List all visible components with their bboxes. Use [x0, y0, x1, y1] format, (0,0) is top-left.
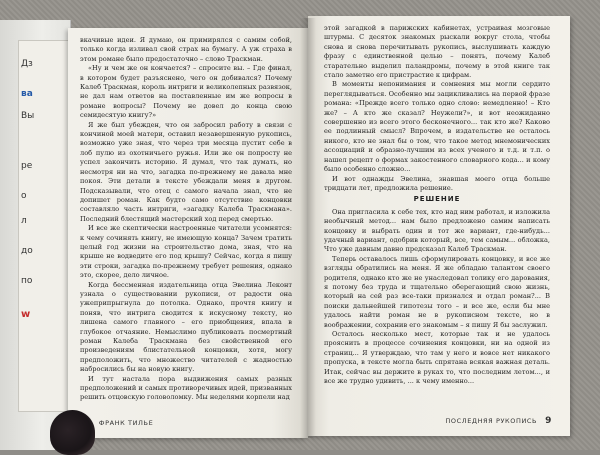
magazine-text-9: w	[21, 309, 31, 320]
right-page-footer	[445, 416, 552, 426]
left-paragraph-6: И тут настала пора выдвижения самых разных предположений и самых противоречивых идей, призванных решить отцовскую головоломку. Мы неделями корпели над	[80, 374, 292, 402]
left-page-text	[80, 36, 292, 403]
left-paragraph-5: Когда бессменная издательница отца Эвелина Леконт узнала о существовании рукописи, от радости она ужеприпрыгнула до потолка. Однако, прочтя книгу и поняв, что интрига сводится к искусному тексту, но лишена самого главного – его приобщения, впала в глубокое отчаяние. Немыслимо публиковать посмертный роман Калеба Траскмана без свойственной его произведениям блистательной концовки, хотя, могу предположить, что множество читателей с жадностью набросились бы на новую книгу.	[80, 280, 292, 374]
right-paragraph-5: Теперь оставалось лишь сформулировать концовку, и все же взгляды обратились на меня. Я же обладаю талантом своего родителя, однако кто же не унаследовал толику его дарования, я потому без труда и тщательно оберегающий свою жизнь, который на сей раз все-таки признался и отдал роман?... В поиски дальнейшей гипотезы того – и все же, если бы мне удалось найти роман не в рукописном тексте, но в воображении, сохранив его знакомым – я пишу Я бы заслужил.	[324, 254, 550, 329]
left-page	[68, 28, 308, 438]
right-paragraph-2: В моменты непонимания и сомнения мы могли сердито переглядываться. Особенно мы зацикливались на первой фразе романа: «Прежде всего только одно слово: немедленно! – Кто же? – А кто же сказал? Неужели?», и вот неожиданно совершенно из всего этого бесконечного... так кто же? Каково ее подлинный смысл? Впрочем, в издательстве не осталось никого, кто не знал бы о том, что такое метод мнемонических ассоциаций и образно-лучшим из всех ученого и т.д. и т.п. о нашел рецепт о формах закостенного словарного кода... и кому было особенно сложно...	[324, 80, 550, 174]
thumb-nail	[50, 410, 95, 455]
right-paragraph-4: Она пригласила к себе тех, кто над ним работал, и изложила необычный метод... нам было предложено самим написать концовку и выбрать один и тот же вариант, где-нибудь... удачный вариант, одобрив который, все, тем самым... обложка, Что уже давным давно предсказал Калеб Траскман.	[324, 207, 550, 254]
right-running-head: ПОСЛЕДНЯЯ РУКОПИСЬ	[445, 417, 538, 425]
magazine-text-7: до	[21, 246, 33, 256]
magazine-text-6: л	[21, 216, 27, 226]
magazine-text-5: о	[21, 191, 27, 201]
left-running-head: ФРАНК ТИЛЬЕ	[98, 419, 154, 427]
right-paragraph-1: этой загадкой в парижских кабинетах, устраивая мозговые штурмы. С десяток знакомых рыскали вокруг стола, чтобы снова и снова перечитывать рукопись, выслушивать каждую фразу с единственной целью – понять, почему Калеб старательно выделил паландромы, почему в этой книге так стало заметно его пристрастие к цифрам.	[324, 24, 550, 80]
magazine-text-4: ре	[21, 161, 33, 171]
left-paragraph-4: И все же скептически настроенные читатели усомнятся: к чему сочинять книгу, не имеющую конца? Зачем тратить целый год жизни на строительство дома, зная, что на крыше не водведите его под крышу? Сейчас, когда я пишу эти строки, загадка по-прежнему требует решения, однако это, скорее, дело личное.	[80, 224, 292, 280]
left-paragraph-1: вкачивые идеи. Я думаю, он примирялся с самим собой, только когда изливал свой страх на бумагу. А уж страха в этом романе было предостаточно – слово Траскман.	[80, 36, 292, 63]
right-page-number: 9	[545, 416, 552, 426]
right-page	[308, 16, 570, 436]
left-paragraph-2: «Ну и чем же он кончается? – спросите вы. – Где финал, в котором будет разъяснено, чего он добивался? Почему Калеб Траскман, король интриги и великолепных развязок, не дал нам ответов на поставленные им же вопросы в романе вопросы? Почему не довел до конца свою семидесятую книгу?»	[80, 64, 292, 120]
magazine-text-1: Дз	[21, 59, 33, 69]
magazine-text-8: по	[21, 276, 33, 286]
right-paragraph-6: Осталось несколько мест, которые так и не удалось прояснить в процессе сочинения концовки, ни на одной из страниц... Я утверждаю, что там у него и вовсе нет никакого пропуска, в тексте могла быть спрятана всякая важная деталь. Итак, сейчас вы держите в руках то, что последним летом..., и все же трудно удивить, ... к чему именно...	[324, 330, 550, 386]
magazine-text-3: Вы	[21, 111, 35, 121]
magazine-text-2: ва	[21, 89, 33, 99]
right-page-text	[324, 24, 550, 386]
section-heading: РЕШЕНИЕ	[413, 195, 461, 204]
left-paragraph-3: Я же был убежден, что он забросил работу в связи с кончиной моей матери, оставил незавершенную рукопись, возможно уже зная, что через три месяца пустит себе в лоб пулю из охотничьего ружья. Или же он попросту не успел закончить историю. Я думал, что так думать, но несмотря ни на что, загадка по-прежнему не давала мне покоя. Эти детали в тексте убеждали меня в другом. Подсказывали, что отец с самого начала знал, что не допишет роман. Как будто само отсутствие концовки составляло часть интриги, «загадку Калеба Траскмана». Последний блестящий мастерский ход перед смертью.	[80, 120, 292, 223]
right-paragraph-3: И вот однажды Эвелина, знавшая моего отца больше тридцати лет, предложила решение.	[324, 174, 550, 192]
book-gutter	[300, 18, 316, 438]
